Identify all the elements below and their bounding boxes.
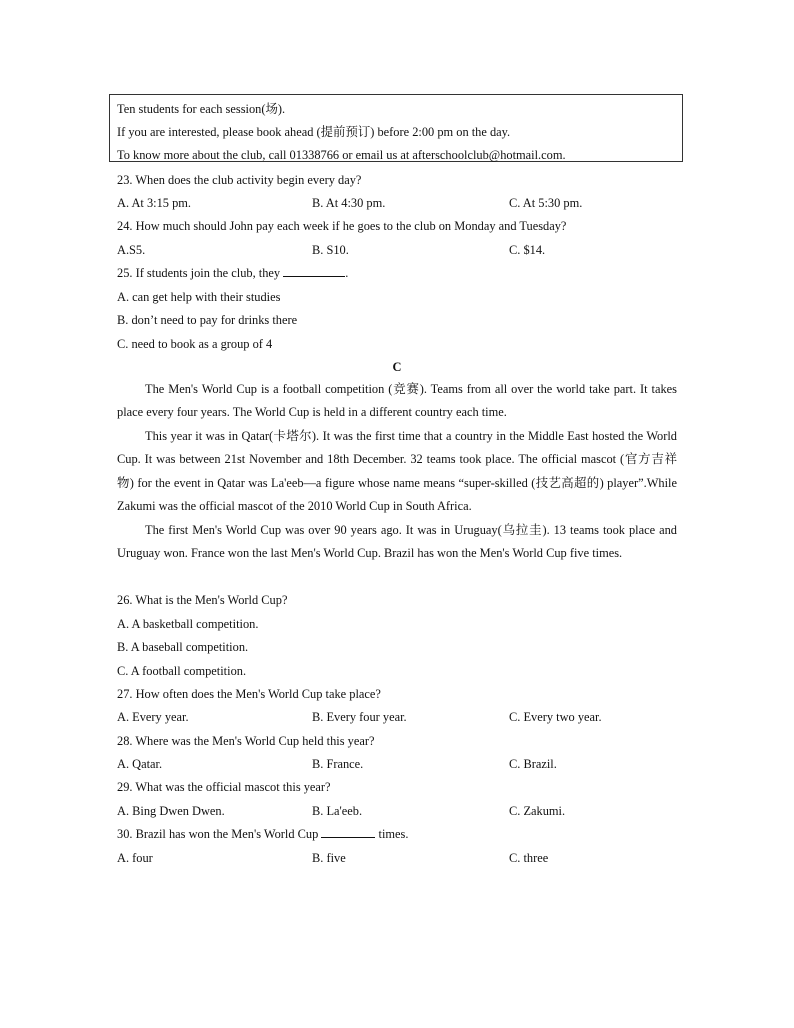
q23-option-a: A. At 3:15 pm. — [117, 196, 192, 210]
q26-option-b: B. A baseball competition. — [117, 640, 249, 654]
question-23: 23. When does the club activity begin every day? — [117, 173, 362, 187]
q27-option-c: C. Every two year. — [509, 710, 602, 724]
q25-text: 25. If students join the club, they — [117, 266, 281, 280]
q29-option-c: C. Zakumi. — [509, 804, 566, 818]
question-30 — [117, 826, 408, 842]
q26-option-a: A. A basketball competition. — [117, 617, 259, 631]
q24-option-b: B. S10. — [312, 243, 349, 257]
q28-option-b: B. France. — [312, 757, 364, 771]
passage-paragraph-2: This year it was in Qatar(卡塔尔). It was the first time that a country in the Middle East hosted the World Cup. It was between 21st November and 18th December. 32 teams took place. The official mascot (官方吉祥物) for the event in Qatar was La'eeb—a figure whose name means “super-skilled (技艺高超的) player”.While Zakumi was the official mascot of the 2010 World Cup in South Africa. — [117, 429, 677, 514]
info-line-booking: If you are interested, please book ahead (提前预订) before 2:00 pm on the day. — [117, 125, 511, 139]
q25-text-end: . — [345, 266, 349, 280]
answer-blank — [283, 266, 345, 277]
q29-option-b: B. La'eeb. — [312, 804, 363, 818]
q25-option-c: C. need to book as a group of 4 — [117, 337, 273, 351]
question-26: 26. What is the Men's World Cup? — [117, 593, 288, 607]
question-29: 29. What was the official mascot this year? — [117, 780, 331, 794]
answer-blank — [321, 827, 375, 838]
q23-option-c: C. At 5:30 pm. — [509, 196, 583, 210]
q28-option-c: C. Brazil. — [509, 757, 557, 771]
q25-option-b: B. don’t need to pay for drinks there — [117, 313, 298, 327]
info-line-contact: To know more about the club, call 01338766 or email us at afterschoolclub@hotmail.com. — [117, 148, 566, 162]
q30-option-b: B. five — [312, 851, 346, 865]
passage-paragraph-1: The Men's World Cup is a football competition (竞赛). Teams from all over the world take part. It takes place every four years. The World Cup is held in a different country each time. — [117, 382, 677, 420]
q24-option-c: C. $14. — [509, 243, 546, 257]
question-25 — [117, 265, 348, 281]
q30-text: 30. Brazil has won the Men's World Cup — [117, 827, 319, 841]
q27-option-b: B. Every four year. — [312, 710, 407, 724]
q30-option-c: C. three — [509, 851, 549, 865]
q23-option-b: B. At 4:30 pm. — [312, 196, 386, 210]
question-28: 28. Where was the Men's World Cup held this year? — [117, 734, 375, 748]
q27-option-a: A. Every year. — [117, 710, 189, 724]
q30-option-a: A. four — [117, 851, 153, 865]
info-box — [109, 94, 683, 162]
info-line-sessions: Ten students for each session(场). — [117, 102, 286, 116]
q26-option-c: C. A football competition. — [117, 664, 247, 678]
q25-option-a: A. can get help with their studies — [117, 290, 281, 304]
q24-option-a: A.S5. — [117, 243, 146, 257]
q30-text-end: times. — [378, 827, 409, 841]
q29-option-a: A. Bing Dwen Dwen. — [117, 804, 225, 818]
question-24: 24. How much should John pay each week if he goes to the club on Monday and Tuesday? — [117, 219, 567, 233]
passage-paragraph-3: The first Men's World Cup was over 90 years ago. It was in Uruguay(乌拉圭). 13 teams took place and Uruguay won. France won the last Men's World Cup. Brazil has won the Men's World Cup five times. — [117, 523, 677, 561]
section-heading: C — [392, 360, 402, 374]
q28-option-a: A. Qatar. — [117, 757, 163, 771]
question-27: 27. How often does the Men's World Cup take place? — [117, 687, 381, 701]
